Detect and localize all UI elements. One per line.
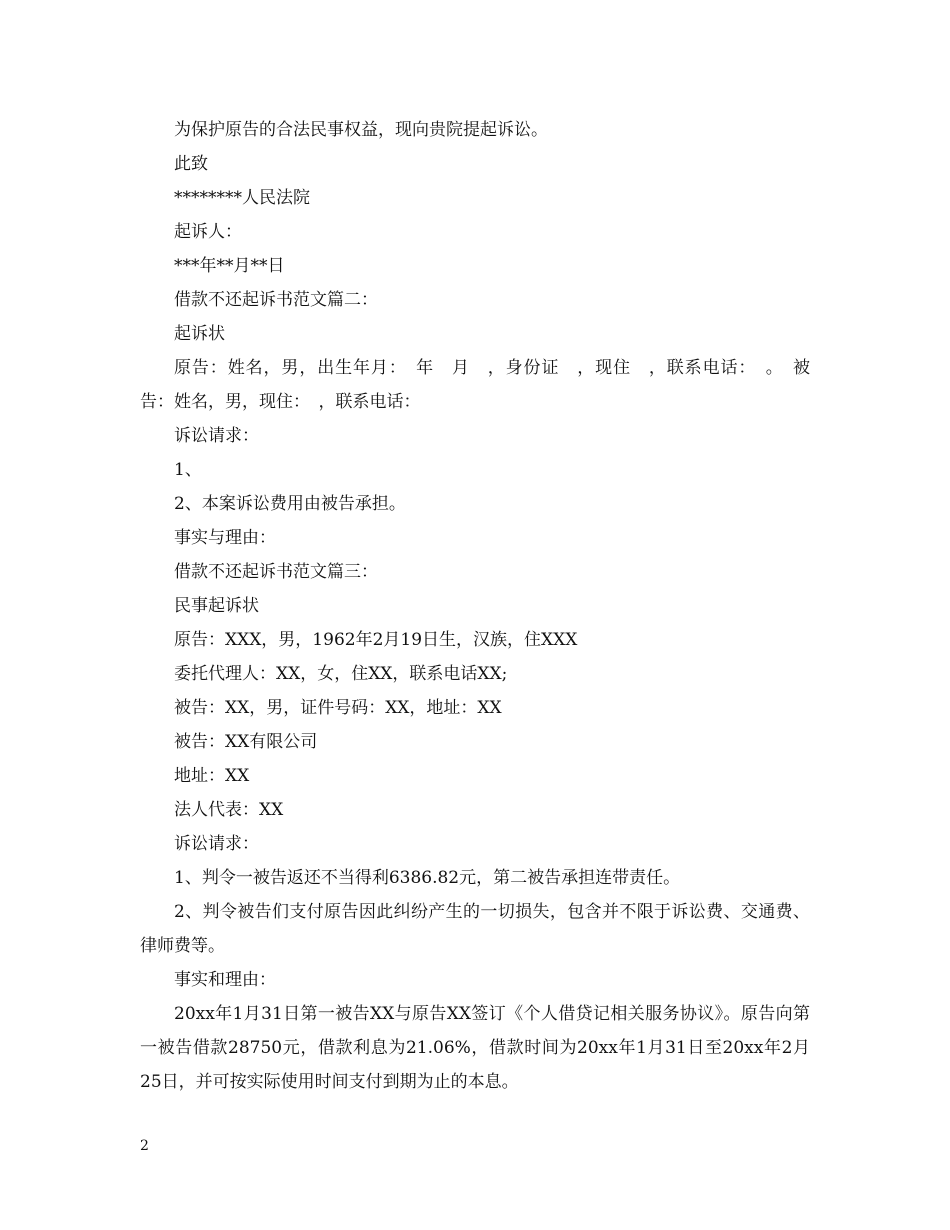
list-item: 1、判令一被告返还不当得利6386.82元，第二被告承担连带责任。	[174, 868, 681, 888]
paragraph: 被告：XX，男，证件号码：XX，地址：XX	[174, 698, 502, 718]
paragraph: 被告：XX有限公司	[174, 732, 318, 752]
document-title: 民事起诉状	[174, 596, 259, 616]
section-heading: 借款不还起诉书范文篇二：	[174, 290, 378, 310]
paragraph: 法人代表：XX	[174, 800, 284, 820]
paragraph: 事实与理由：	[174, 528, 276, 548]
paragraph: 此致	[174, 154, 208, 174]
document-title: 起诉状	[174, 324, 225, 344]
list-item: 1、	[174, 460, 202, 480]
paragraph: 20xx年1月31日第一被告XX与原告XX签订《个人借贷记相关服务协议》。原告向第一被告借款28750元，借款利息为21.06%，借款时间为20xx年1月31日至20xx年2月25日，并可按实际使用时间支付到期为止的本息。	[140, 1004, 810, 1092]
paragraph: 为保护原告的合法民事权益，现向贵院提起诉讼。	[174, 120, 548, 140]
paragraph: ********人民法院	[174, 188, 310, 208]
paragraph: 地址：XX	[174, 766, 250, 786]
paragraph: 事实和理由：	[174, 970, 276, 990]
paragraph: 委托代理人：XX，女，住XX，联系电话XX;	[174, 664, 508, 684]
paragraph: 诉讼请求：	[174, 834, 259, 854]
page-number: 2	[140, 1138, 149, 1154]
paragraph: 诉讼请求：	[174, 426, 259, 446]
list-item: 2、本案诉讼费用由被告承担。	[174, 494, 406, 514]
list-item: 2、判令被告们支付原告因此纠纷产生的一切损失，包含并不限于诉讼费、交通费、律师费等。	[140, 902, 810, 956]
paragraph: 原告：姓名，男，出生年月： 年 月 ，身份证 ，现住 ，联系电话： 。 被告：姓名，男，现住： ，联系电话：	[140, 358, 810, 412]
paragraph: 起诉人：	[174, 222, 242, 242]
section-heading: 借款不还起诉书范文篇三：	[174, 562, 378, 582]
paragraph: 原告：XXX，男，1962年2月19日生，汉族，住XXX	[174, 630, 578, 650]
paragraph: ***年**月**日	[174, 256, 285, 276]
